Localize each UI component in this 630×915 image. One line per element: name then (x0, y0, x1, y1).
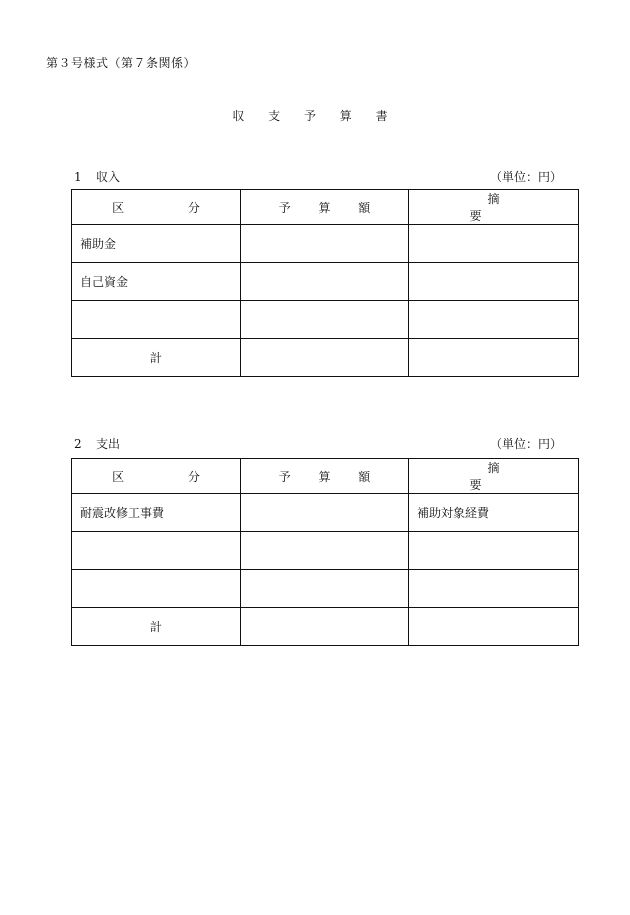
income-row-budget (241, 301, 409, 339)
income-row-category: 自己資金 (72, 263, 241, 301)
expense-row-budget (241, 570, 409, 608)
expense-total-label: 計 (72, 608, 241, 646)
expense-header-row (72, 459, 579, 494)
income-row-remarks (409, 225, 579, 263)
table-row (72, 532, 579, 570)
income-total-label: 計 (72, 339, 241, 377)
expense-number: 2 (74, 437, 82, 451)
expense-row-budget (241, 532, 409, 570)
expense-row-remarks (409, 532, 579, 570)
income-heading-label: 収入 (96, 170, 121, 184)
form-number: 第３号様式（第７条関係） (46, 56, 197, 70)
income-header-category: 区 分 (72, 190, 241, 225)
income-number: 1 (74, 170, 82, 184)
table-row (72, 263, 579, 301)
income-header-budget: 予 算 額 (241, 190, 409, 225)
income-row-category: 補助金 (72, 225, 241, 263)
expense-heading-label: 支出 (96, 437, 121, 451)
income-total-budget (241, 339, 409, 377)
table-row (72, 225, 579, 263)
income-total-remarks (409, 339, 579, 377)
income-row-budget (241, 263, 409, 301)
income-total-row (72, 339, 579, 377)
income-header-row (72, 190, 579, 225)
expense-total-budget (241, 608, 409, 646)
income-heading (74, 168, 120, 185)
expense-unit-label: （単位：円） (489, 437, 562, 451)
income-row-budget (241, 225, 409, 263)
income-header-remarks: 摘 要 (409, 190, 579, 225)
expense-table (71, 458, 579, 646)
expense-row-remarks: 補助対象経費 (409, 494, 579, 532)
expense-row-category (72, 532, 241, 570)
expense-header-category: 区 分 (72, 459, 241, 494)
table-row (72, 301, 579, 339)
expense-row-category (72, 570, 241, 608)
table-row (72, 494, 579, 532)
expense-header-remarks: 摘 要 (409, 459, 579, 494)
income-row-remarks (409, 301, 579, 339)
expense-total-remarks (409, 608, 579, 646)
income-row-category (72, 301, 241, 339)
expense-row-category: 耐震改修工事費 (72, 494, 241, 532)
expense-total-row (72, 608, 579, 646)
table-row (72, 570, 579, 608)
expense-row-budget (241, 494, 409, 532)
document-title: 収 支 予 算 書 (232, 109, 398, 123)
income-table (71, 189, 579, 377)
income-unit-label: （単位：円） (489, 170, 562, 184)
income-row-remarks (409, 263, 579, 301)
expense-row-remarks (409, 570, 579, 608)
expense-header-budget: 予 算 額 (241, 459, 409, 494)
expense-heading (74, 435, 120, 452)
